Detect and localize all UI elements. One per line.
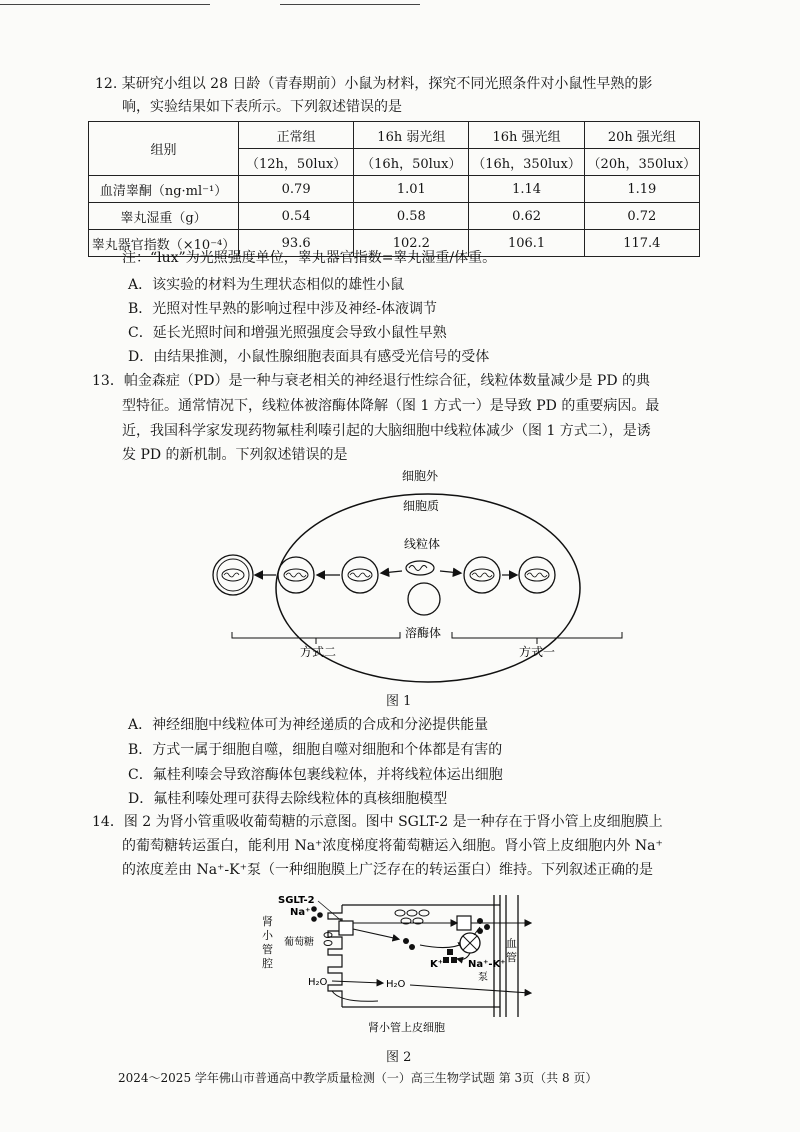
q13-stem-line2: 型特征。通常情况下，线粒体被溶酶体降解（图 1 方式一）是导致 PD 的重要病因。最	[122, 398, 660, 414]
mitochondrion-exocytosed	[213, 555, 253, 595]
q12-option-d[interactable]: D．由结果推测，小鼠性腺细胞表面具有感受光信号的受体	[128, 349, 490, 365]
na-ion-5	[409, 944, 415, 950]
cond-20h-strong: （20h，350lux）	[584, 149, 699, 176]
label-k: K⁺	[430, 959, 444, 970]
label-sglt2: SGLT-2	[278, 895, 315, 906]
q13-option-a[interactable]: A．神经细胞中线粒体可为神经递质的合成和分泌提供能量	[128, 717, 489, 733]
glucose-2	[324, 941, 332, 946]
arrow-h2o-in	[332, 981, 382, 983]
header-16h-strong: 16h 强光组	[469, 122, 584, 149]
table-cell: 0.72	[584, 203, 699, 230]
glucose-4	[407, 910, 417, 916]
q13-stem-line1: 13．帕金森症（PD）是一种与衰老相关的神经退行性综合征，线粒体数量减少是 PD 的典	[92, 373, 651, 389]
figure-1-diagram	[0, 462, 800, 702]
na-ion-1	[311, 906, 317, 912]
row-label-organ-index: 睾丸器官指数（×10⁻⁴）	[89, 230, 239, 257]
na-ion-2	[317, 912, 323, 918]
header-normal: 正常组	[239, 122, 354, 149]
apical-membrane-microvilli	[328, 905, 342, 1007]
cond-16h-weak: （16h，50lux）	[354, 149, 469, 176]
na-ion-4	[403, 938, 409, 944]
q12-results-table	[88, 121, 700, 257]
sglt2-transporter	[339, 921, 353, 935]
label-way2: 方式二	[300, 645, 337, 659]
label-vessel-2: 管	[506, 951, 517, 964]
label-lumen-1: 肾	[262, 915, 273, 928]
row-label-testis-weight: 睾丸湿重（g）	[89, 203, 239, 230]
label-pump-2: 泵	[478, 972, 488, 983]
q13-option-b[interactable]: B．方式一属于细胞自噬，细胞自噬对细胞和个体都是有害的	[128, 742, 503, 758]
na-ion-3	[311, 916, 317, 922]
k-ion-1	[443, 957, 449, 963]
figure-1-caption: 图 1	[386, 694, 412, 709]
bracket-way2	[232, 632, 400, 638]
label-epithelial-cell: 肾小管上皮细胞	[368, 1021, 445, 1034]
table-header-row	[89, 122, 700, 149]
table-cell: 106.1	[469, 230, 584, 257]
autophagosome-left-1	[342, 557, 378, 593]
autophagosome-left-2	[278, 557, 314, 593]
na-ion-7	[484, 924, 490, 930]
q12-option-b[interactable]: B．光照对性早熟的影响过程中涉及神经-体液调节	[128, 301, 438, 317]
q13-stem-line3: 近，我国科学家发现药物氟桂利嗪引起的大脑细胞中线粒体减少（图 1 方式二），是诱	[122, 423, 651, 439]
label-extracellular: 细胞外	[402, 469, 439, 483]
q12-stem-line1: 12. 某研究小组以 28 日龄（青春期前）小鼠为材料，探究不同光照条件对小鼠性早熟的影	[95, 76, 653, 92]
sglt2-pointer	[318, 901, 344, 923]
q12-option-a[interactable]: A．该实验的材料为生理状态相似的雄性小鼠	[128, 277, 405, 293]
figure-2-caption: 图 2	[386, 1050, 412, 1065]
k-ion-2	[451, 957, 457, 963]
autolysosome-right-2	[519, 557, 555, 593]
figure-2-diagram	[0, 885, 800, 1045]
label-lysosome: 溶酶体	[405, 626, 442, 640]
arrow-h2o-out	[410, 985, 530, 993]
table-cell: 1.01	[354, 176, 469, 203]
table-cell: 1.19	[584, 176, 699, 203]
row-label-testosterone: 血清睾酮（ng·ml⁻¹）	[89, 176, 239, 203]
arrow-na-in	[353, 929, 398, 939]
na-ion-8	[477, 928, 483, 934]
page-footer: 2024～2025 学年佛山市普通高中教学质量检测（一）高三生物学试题 第 3页（共 8 页）	[118, 1071, 598, 1085]
arrow-na-to-pump	[420, 943, 464, 948]
label-mitochondrion: 线粒体	[404, 537, 441, 551]
top-rule-left	[0, 4, 210, 5]
mitochondrion-free	[406, 561, 434, 575]
label-na: Na⁺	[290, 907, 311, 918]
q14-stem-line1: 14．图 2 为肾小管重吸收葡萄糖的示意图。图中 SGLT-2 是一种存在于肾小管上皮细胞膜上	[92, 814, 663, 830]
label-way1: 方式一	[519, 645, 556, 659]
header-group: 组别	[89, 122, 239, 176]
q14-stem-line3: 的浓度差由 Na⁺-K⁺泵（一种细胞膜上广泛存在的转运蛋白）维持。下列叙述正确的是	[122, 862, 654, 878]
label-lumen-3: 管	[262, 943, 273, 956]
table-cell: 0.79	[239, 176, 354, 203]
label-vessel-1: 血	[506, 937, 517, 950]
label-h2o-cell: H₂O	[386, 979, 406, 990]
header-20h-strong: 20h 强光组	[584, 122, 699, 149]
table-cell: 0.62	[469, 203, 584, 230]
table-cell: 1.14	[469, 176, 584, 203]
label-lumen-4: 腔	[262, 957, 273, 970]
table-row	[89, 203, 700, 230]
k-ion-3	[447, 949, 453, 955]
na-ion-6	[477, 918, 483, 924]
autophagosome-right-1	[464, 557, 500, 593]
lysosome	[408, 583, 440, 615]
table-cell: 93.6	[239, 230, 354, 257]
table-cell: 117.4	[584, 230, 699, 257]
table-cell: 0.58	[354, 203, 469, 230]
label-h2o-lumen: H₂O	[308, 977, 328, 988]
table-cell: 0.54	[239, 203, 354, 230]
cond-normal: （12h，50lux）	[239, 149, 354, 176]
arrow-h2o-paracellular	[332, 991, 378, 1001]
label-pump-1: Na⁺-K⁺	[468, 959, 506, 970]
q13-stem-line4: 发 PD 的新机制。下列叙述错误的是	[122, 447, 348, 463]
label-glucose: 葡萄糖	[284, 937, 314, 948]
label-lumen-2: 小	[262, 929, 273, 942]
arrow-to-left-1	[382, 571, 402, 573]
table-cell: 102.2	[354, 230, 469, 257]
q14-stem-line2: 的葡萄糖转运蛋白，能利用 Na⁺浓度梯度将葡萄糖运入细胞。肾小管上皮细胞内外 Na⁺	[122, 838, 663, 854]
q12-option-c[interactable]: C．延长光照时间和增强光照强度会导致小鼠性早熟	[128, 325, 447, 341]
table-row	[89, 176, 700, 203]
q13-option-c[interactable]: C．氟桂利嗪会导致溶酶体包裹线粒体，并将线粒体运出细胞	[128, 767, 503, 783]
glucose-5	[419, 910, 429, 916]
glucose-3	[395, 910, 405, 916]
q12-note: 注：“lux”为光照强度单位，睾丸器官指数=睾丸湿重/体重。	[122, 250, 497, 266]
top-rule-mid	[280, 4, 420, 5]
arrow-to-right-1	[440, 571, 460, 573]
label-cytoplasm: 细胞质	[403, 499, 440, 513]
q13-option-d[interactable]: D．氟桂利嗪处理可获得去除线粒体的真核细胞模型	[128, 791, 448, 807]
header-16h-weak: 16h 弱光组	[354, 122, 469, 149]
q12-stem-line2: 响，实验结果如下表所示。下列叙述错误的是	[122, 99, 402, 115]
bracket-way1	[452, 632, 622, 638]
cond-16h-strong: （16h，350lux）	[469, 149, 584, 176]
glut-transporter	[457, 916, 471, 930]
